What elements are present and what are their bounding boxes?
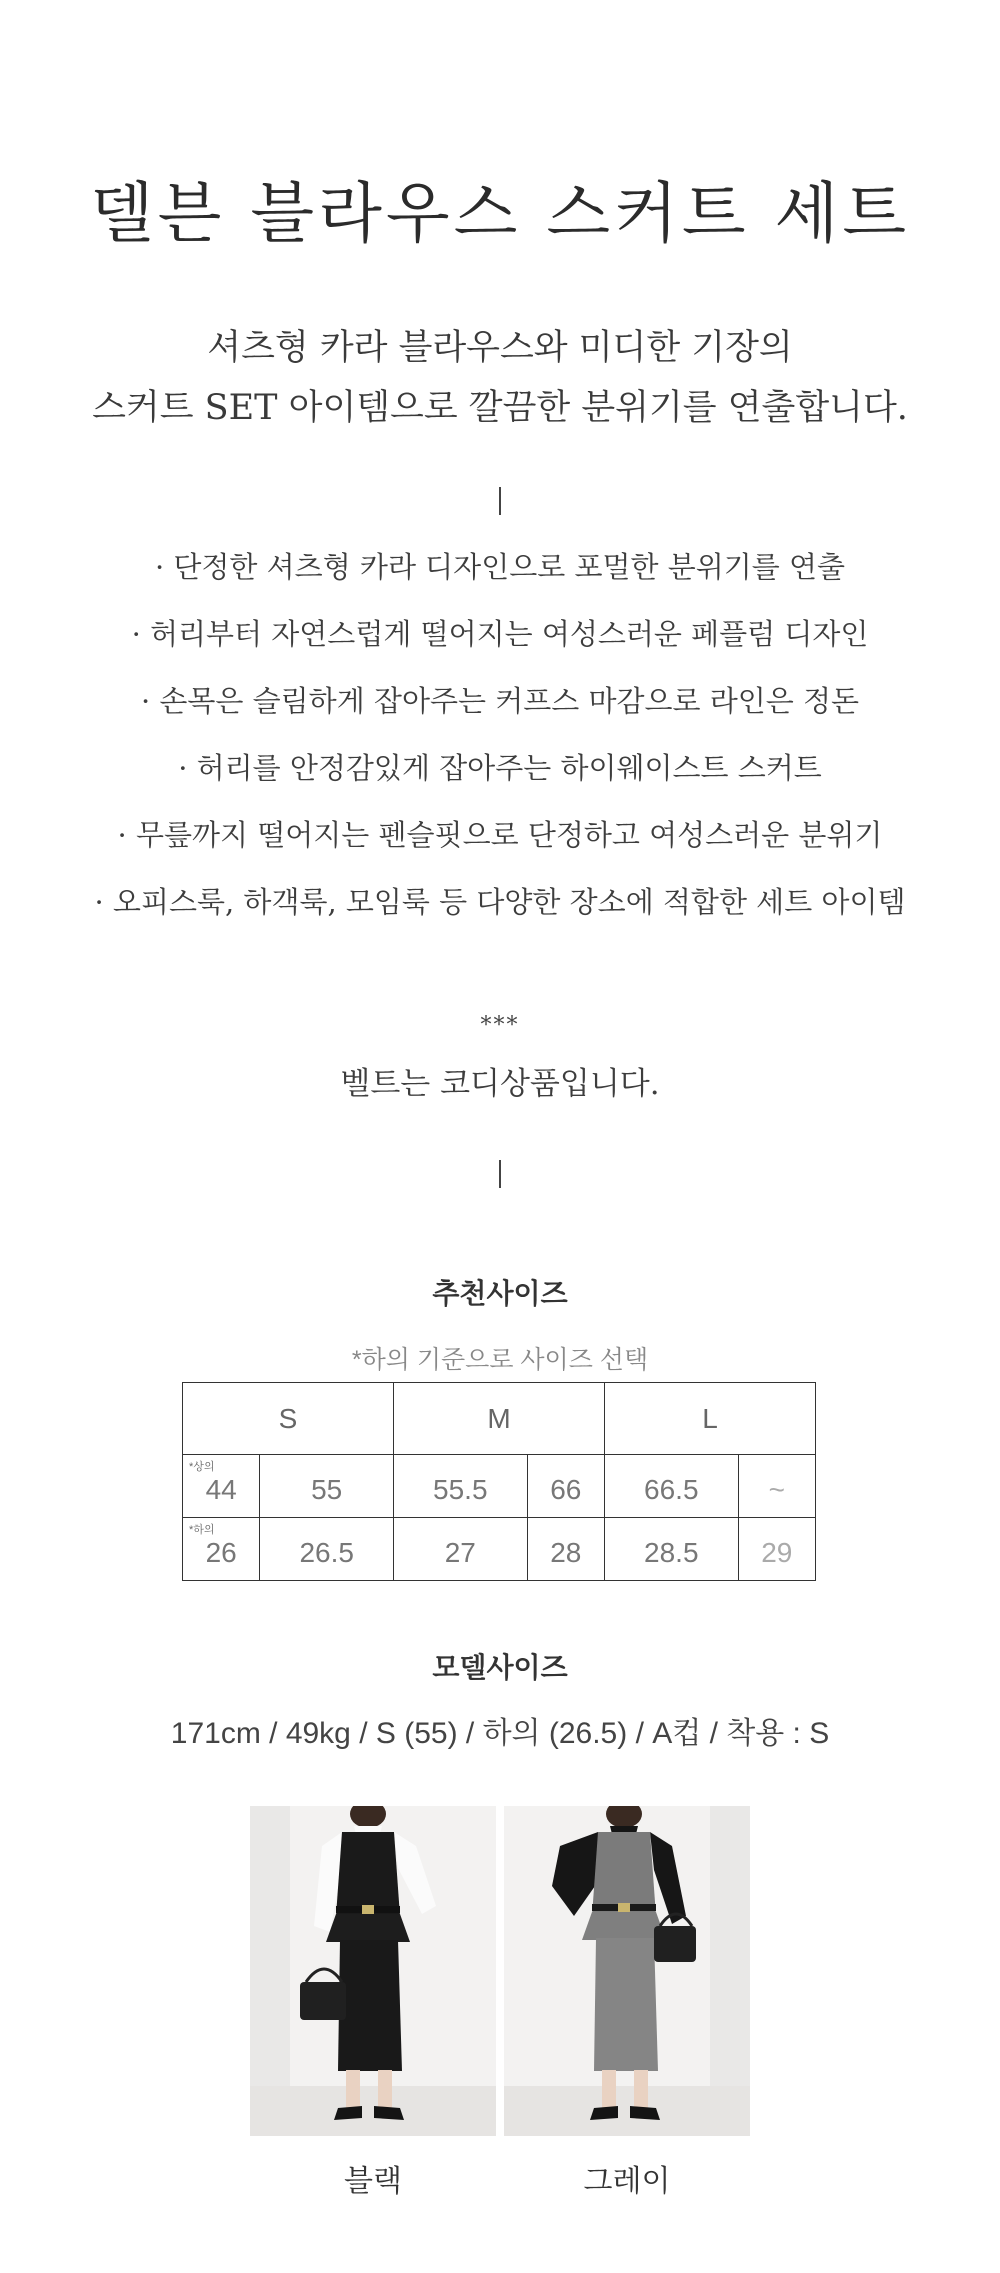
size-heading: 추천사이즈 [432, 1278, 568, 1309]
intro-line-2: 스커트 SET 아이템으로 깔끔한 분위기를 연출합니다. [92, 388, 908, 428]
divider-line [499, 487, 501, 515]
intro-text [0, 318, 1000, 438]
model-heading: 모델사이즈 [432, 1652, 568, 1683]
size-cell: 28 [527, 1518, 604, 1581]
size-cell: 55.5 [393, 1455, 527, 1518]
size-cell: 66 [527, 1455, 604, 1518]
size-cell: *상의 44 [183, 1455, 260, 1518]
top-tag: *상의 [189, 1461, 215, 1473]
size-cell: 27 [393, 1518, 527, 1581]
size-cell: 26.5 [260, 1518, 394, 1581]
feature-item: · 오피스룩, 하객룩, 모임룩 등 다양한 장소에 적합한 세트 아이템 [94, 885, 906, 919]
feature-item: · 무릎까지 떨어지는 펜슬핏으로 단정하고 여성스러운 분위기 [117, 818, 883, 852]
product-photo-gray[interactable] [504, 1806, 750, 2136]
feature-item: · 허리를 안정감있게 잡아주는 하이웨이스트 스커트 [178, 751, 822, 785]
product-title: 델븐 블라우스 스커트 세트 [89, 175, 911, 252]
feature-item: · 단정한 셔츠형 카라 디자인으로 포멀한 분위기를 연출 [154, 550, 846, 584]
size-subheading: *하의 기준으로 사이즈 선택 [351, 1346, 649, 1374]
feature-item: · 손목은 슬림하게 잡아주는 커프스 마감으로 라인은 정돈 [140, 684, 860, 718]
table-row-bottom [183, 1518, 816, 1581]
model-info: 171cm / 49kg / S (55) / 하의 (26.5) / A컵 / 착용 : S [170, 1717, 830, 1750]
color-caption-black: 블랙 [344, 2165, 402, 2198]
belt-note: 벨트는 코디상품입니다. [340, 1066, 660, 1102]
table-row-top [183, 1455, 816, 1518]
size-cell: *하의 26 [183, 1518, 260, 1581]
size-table [182, 1382, 816, 1581]
product-photo-black[interactable] [250, 1806, 496, 2136]
size-cell: 55 [260, 1455, 394, 1518]
bottom-tag: *하의 [189, 1524, 215, 1536]
size-column-l: L [604, 1383, 815, 1455]
size-cell: ~ [738, 1455, 815, 1518]
size-cell: 28.5 [604, 1518, 738, 1581]
size-column-m: M [393, 1383, 604, 1455]
size-cell: 29 [738, 1518, 815, 1581]
stars-separator: *** [480, 1013, 520, 1038]
intro-line-1: 셔츠형 카라 블라우스와 미디한 기장의 [207, 328, 793, 368]
divider-line [499, 1160, 501, 1188]
size-cell: 66.5 [604, 1455, 738, 1518]
size-column-s: S [183, 1383, 394, 1455]
color-caption-gray: 그레이 [583, 2165, 671, 2198]
feature-item: · 허리부터 자연스럽게 떨어지는 여성스러운 페플럼 디자인 [131, 617, 869, 651]
